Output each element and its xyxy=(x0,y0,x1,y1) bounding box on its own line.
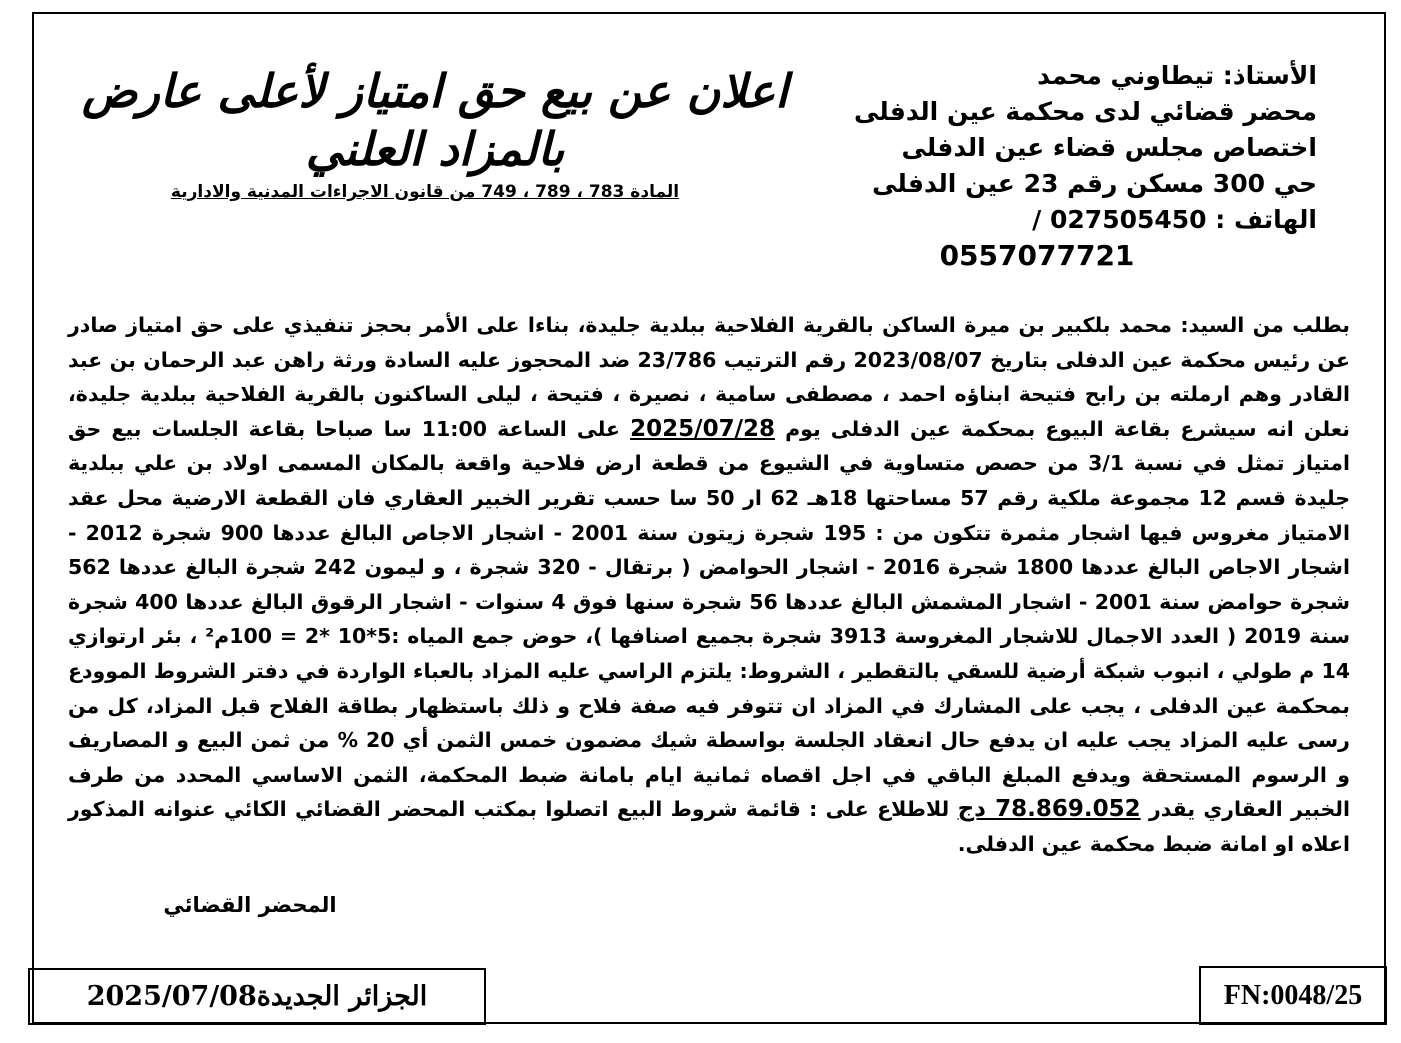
bailiff-name: الأستاذ: تيطاوني محمد xyxy=(1037,61,1317,90)
bailiff-mobile: 0557077721 xyxy=(939,239,1135,272)
announcement-body xyxy=(68,308,1350,862)
file-number-box xyxy=(1199,966,1387,1025)
signature: المحضر القضائي xyxy=(163,893,337,917)
newspaper-name-date: الجزائر الجديدة2025/07/08 xyxy=(86,981,428,1012)
bailiff-phone: الهاتف : 027505450 / xyxy=(1032,205,1317,234)
bailiff-header xyxy=(847,58,1317,274)
bailiff-role: محضر قضائي لدى محكمة عين الدفلى xyxy=(853,97,1317,126)
body-part-2: على الساعة 11:00 سا صباحا بقاعة الجلسات بيع حق امتياز تمثل في نسبة 3/1 من حصص متساوية في الشيوع من قطعة ارض فلاحية واقعة بالمكان المسمى اولاد بن علي ببلدية جليدة قسم 12 مجموعة ملكية رقم 57 مساحتها 18هـ 62 ار 50 سا حسب تقرير الخبير العقاري فان القطعة الارضية محل عقد الامتياز مغروس فيها اشجار مثمرة تتكون من : 195 شجرة زيتون سنة 2001 - اشجار الاجاص البالغ عددها 900 شجرة 2012 - اشجار الاجاص البالغ عددها 1800 شجرة 2016 - اشجار الحوامض ( برتقال - 320 شجرة ، و ليمون 242 شجرة البالغ عددها 562 شجرة حوامض سنة 2001 - اشجار المشمش البالغ عددها 56 شجرة سنها فوق 4 سنوات - اشجار الرقوق البالغ عددها 400 شجرة سنة 2019 ( العدد الاجمال للاشجار المغروسة 3913 شجرة بجميع اصنافها )، حوض جمع المياه :5*10 *2 = 100م² ، بئر ارتوازي 14 م طولي ، انبوب شبكة أرضية للسقي بالتقطير ، الشروط: يلتزم الراسي عليه المزاد بالعباء الواردة في دفتر الشروط الموودع بمحكمة عين الدفلى ، يجب على المشارك في المزاد ان تتوفر فيه صفة فلاح و ذلك باستظهار بطاقة الفلاح قبل المزاد، كل من رسى عليه المزاد يجب عليه ان يدفع حال انعقاد الجلسة بواسطة شيك مضمون خمس الثمن أي 20 % من ثمن البيع و المصاريف و الرسوم المستحقة ويدفع المبلغ الباقي في اجل اقصاه ثمانية ايام بامانة ضبط المحكمة، الثمن الاساسي المحدد من طرف الخبير العقاري يقدر xyxy=(68,416,1351,822)
bailiff-jurisdiction: اختصاص مجلس قضاء عين الدفلى xyxy=(901,133,1317,162)
file-number: FN:0048/25 xyxy=(1223,979,1363,1011)
newspaper-box xyxy=(28,968,486,1025)
bailiff-address: حي 300 مسكن رقم 23 عين الدفلى xyxy=(872,169,1317,198)
announcement-title: اعلان عن بيع حق امتياز لأعلى عارض بالمزاد العلني xyxy=(82,64,788,176)
body-part-3: للاطلاع على : قائمة شروط البيع اتصلوا بمكتب المحضر القضائي الكائي عنوانه المذكور اعلاه او امانة ضبط محكمة عين الدفلى. xyxy=(68,797,1350,856)
law-reference: المادة 783 ، 789 ، 749 من قانون الاجراءات المدنية والادارية xyxy=(170,182,680,202)
base-price: 78.869.052 دج xyxy=(957,796,1141,823)
sale-date: 2025/07/28 xyxy=(630,415,775,442)
body-part-1: بطلب من السيد: محمد بلكبير بن ميرة الساكن بالقرية الفلاحية ببلدية جليدة، بناءا على الأمر بحجز تنفيذي على حق امتياز صادر عن رئيس محكمة عين الدفلى بتاريخ 2023/08/07 رقم الترتيب 23/786 ضد المحجوز عليه السادة ورثة راهن عبد الرحمان بن عبد القادر وهم ارملته بن رابح فتيحة ابناؤه احمد ، مصطفى سامية ، نصيرة ، فتيحة ، ليلى الساكنون بالقرية الفلاحية ببلدية جليدة، نعلن انه سيشرع بقاعة البيوع بمحكمة عين الدفلى يوم xyxy=(68,313,1350,441)
